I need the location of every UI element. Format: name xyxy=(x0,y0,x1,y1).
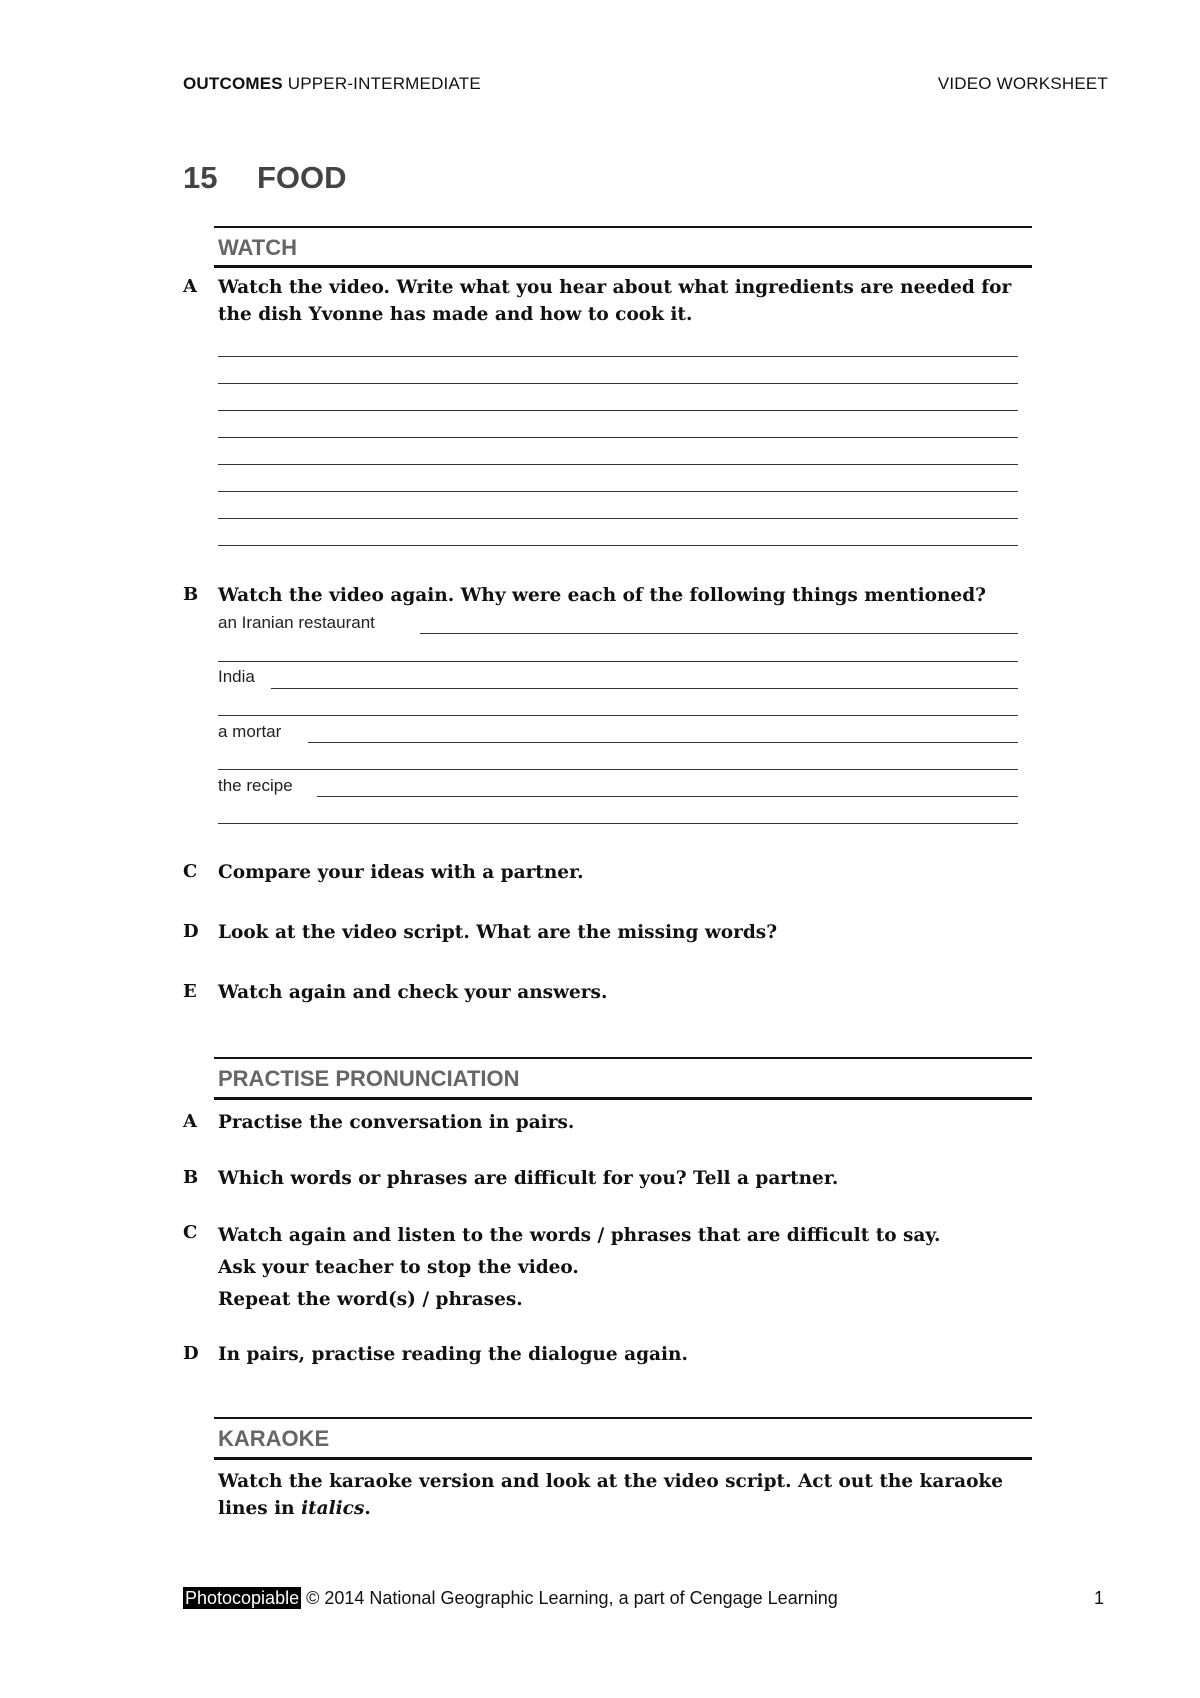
pron-letter-d: D xyxy=(183,1343,199,1364)
answer-line[interactable] xyxy=(218,518,1018,519)
pron-rule-top xyxy=(214,1057,1032,1059)
answer-line[interactable] xyxy=(218,383,1018,384)
pron-question-c xyxy=(218,1220,1018,1316)
watch-letter-c: C xyxy=(183,861,198,882)
watch-letter-e: E xyxy=(183,981,197,1002)
watch-heading: WATCH xyxy=(218,235,298,260)
pron-question-b: Which words or phrases are difficult for you? Tell a partner. xyxy=(218,1168,839,1189)
karaoke-rule-bottom xyxy=(214,1457,1032,1460)
footer xyxy=(183,1588,838,1609)
answer-line[interactable] xyxy=(218,356,1018,357)
answer-line[interactable] xyxy=(271,688,1018,689)
answer-line[interactable] xyxy=(218,823,1018,824)
answer-line[interactable] xyxy=(218,661,1018,662)
answer-line[interactable] xyxy=(420,633,1018,634)
pron-heading: PRACTISE PRONUNCIATION xyxy=(218,1066,520,1091)
header-left xyxy=(183,74,481,94)
pron-question-c-line: Repeat the word(s) / phrases. xyxy=(218,1289,523,1310)
answer-line[interactable] xyxy=(218,545,1018,546)
watch-letter-d: D xyxy=(183,921,199,942)
answer-line[interactable] xyxy=(308,742,1018,743)
watch-question-d: Look at the video script. What are the missing words? xyxy=(218,922,778,943)
watch-question-a: Watch the video. Write what you hear about what ingredients are needed for the dish Yvonne has made and how to cook it. xyxy=(218,277,1012,325)
answer-line[interactable] xyxy=(218,410,1018,411)
copyright-text: © 2014 National Geographic Learning, a part of Cengage Learning xyxy=(301,1588,838,1608)
watch-letter-b: B xyxy=(183,584,199,605)
prompt-recipe: the recipe xyxy=(218,776,293,795)
unit-title xyxy=(183,160,347,196)
pron-question-a: Practise the conversation in pairs. xyxy=(218,1112,575,1133)
answer-line[interactable] xyxy=(218,464,1018,465)
pron-letter-c: C xyxy=(183,1222,198,1243)
prompt-iranian-restaurant: an Iranian restaurant xyxy=(218,613,375,632)
karaoke-heading: KARAOKE xyxy=(218,1426,330,1451)
watch-question-c: Compare your ideas with a partner. xyxy=(218,862,584,883)
karaoke-text: Watch the karaoke version and look at the video script. Act out the karaoke lines in xyxy=(218,1471,1004,1519)
prompt-mortar: a mortar xyxy=(218,722,282,741)
pron-letter-b: B xyxy=(183,1167,199,1188)
header-level: UPPER-INTERMEDIATE xyxy=(282,74,481,93)
header-brand: OUTCOMES xyxy=(183,74,283,93)
pron-question-c-line: Watch again and listen to the words / phrases that are difficult to say. xyxy=(218,1225,941,1246)
karaoke-italic-text: italics xyxy=(301,1498,365,1519)
watch-question-e: Watch again and check your answers. xyxy=(218,982,608,1003)
answer-line[interactable] xyxy=(218,715,1018,716)
watch-question-b: Watch the video again. Why were each of the following things mentioned? xyxy=(218,585,986,606)
answer-line[interactable] xyxy=(317,796,1018,797)
watch-rule-top xyxy=(214,226,1032,228)
karaoke-text-end: . xyxy=(364,1498,371,1519)
unit-name: FOOD xyxy=(257,160,347,195)
header-right: VIDEO WORKSHEET xyxy=(937,74,1108,93)
pron-rule-bottom xyxy=(214,1097,1032,1100)
karaoke-rule-top xyxy=(214,1417,1032,1419)
watch-rule-bottom xyxy=(214,265,1032,268)
karaoke-instruction xyxy=(218,1468,1018,1522)
unit-number: 15 xyxy=(183,160,218,195)
prompt-india: India xyxy=(218,667,255,686)
answer-line[interactable] xyxy=(218,491,1018,492)
page-number: 1 xyxy=(1093,1588,1104,1608)
answer-line[interactable] xyxy=(218,769,1018,770)
watch-letter-a: A xyxy=(183,276,197,297)
photocopiable-badge: Photocopiable xyxy=(185,1588,300,1608)
pron-question-d: In pairs, practise reading the dialogue again. xyxy=(218,1344,688,1365)
answer-line[interactable] xyxy=(218,437,1018,438)
pron-question-c-line: Ask your teacher to stop the video. xyxy=(218,1257,579,1278)
pron-letter-a: A xyxy=(183,1111,197,1132)
